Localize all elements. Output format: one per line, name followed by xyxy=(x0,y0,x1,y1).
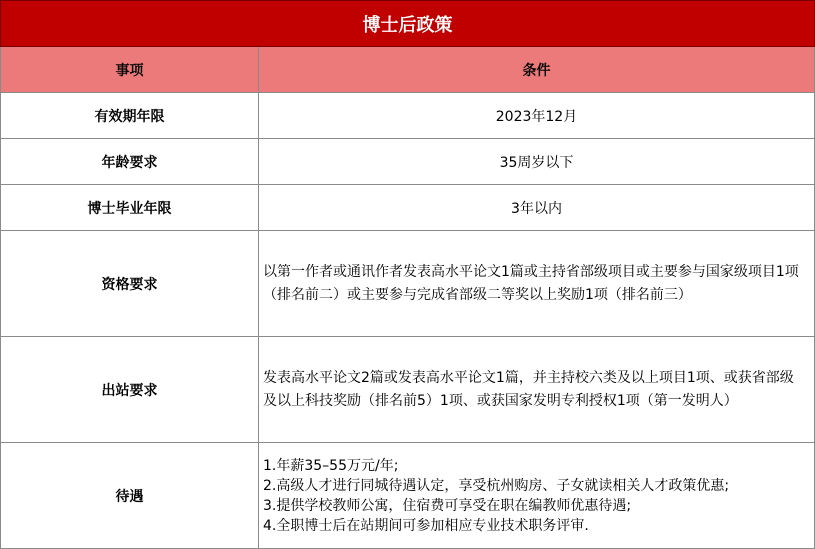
benefit-item: 1.年薪35–55万元/年; xyxy=(263,457,399,474)
row-condition: 以第一作者或通讯作者发表高水平论文1篇或主持省部级项目或主要参与国家级项目1项（排名前二）或主要参与完成省部级二等奖以上奖励1项（排名前三） xyxy=(263,263,799,303)
row-condition-cell xyxy=(258,337,815,443)
table-row xyxy=(0,139,815,185)
row-condition-cell xyxy=(258,443,815,549)
table-row xyxy=(0,93,815,139)
row-item-label: 出站要求 xyxy=(0,337,258,443)
row-condition: 2023年12月 xyxy=(258,93,815,139)
benefit-item: 3.提供学校教师公寓，住宿费可享受在职在编教师优惠待遇; xyxy=(263,497,632,514)
benefit-item: 2.高级人才进行同城待遇认定，享受杭州购房、子女就读相关人才政策优惠; xyxy=(263,477,730,494)
row-item-label: 年龄要求 xyxy=(0,139,258,185)
row-condition: 3年以内 xyxy=(258,185,815,231)
table-row xyxy=(0,185,815,231)
table-row xyxy=(0,337,815,443)
table-title: 博士后政策 xyxy=(0,0,815,47)
benefit-item: 4.全职博士后在站期间可参加相应专业技术职务评审. xyxy=(263,517,589,534)
row-item-label: 有效期年限 xyxy=(0,93,258,139)
row-condition: 35周岁以下 xyxy=(258,139,815,185)
row-condition: 发表高水平论文2篇或发表高水平论文1篇，并主持校六类及以上项目1项、或获省部级及以上科技奖励（排名前5）1项、或获国家发明专利授权1项（第一发明人） xyxy=(263,369,794,409)
table-row xyxy=(0,231,815,337)
table-header-row xyxy=(0,47,815,93)
row-condition-cell xyxy=(258,231,815,337)
row-item-label: 资格要求 xyxy=(0,231,258,337)
benefits-list xyxy=(259,456,743,536)
column-header-condition: 条件 xyxy=(258,47,815,93)
table-row xyxy=(0,443,815,549)
row-item-label: 待遇 xyxy=(0,443,258,549)
row-item-label: 博士毕业年限 xyxy=(0,185,258,231)
column-header-item: 事项 xyxy=(0,47,258,93)
